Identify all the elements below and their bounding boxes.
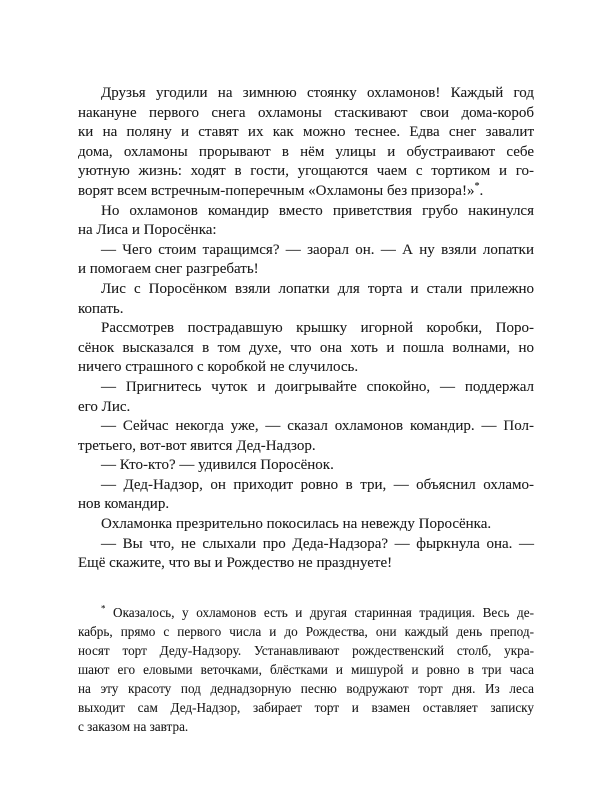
text-line — [78, 300, 534, 320]
text-run: — Кто-кто? — удивился Поросёнок. — [101, 457, 334, 474]
text-line — [78, 554, 534, 574]
story-text — [78, 84, 534, 574]
text-run: и помогаем снег разгребать! — [78, 261, 259, 278]
text-line — [78, 280, 534, 300]
text-line — [78, 260, 534, 280]
text-run: на Лиса и Поросёнка: — [78, 222, 217, 239]
text-run: его Лис. — [78, 398, 131, 415]
text-line — [78, 641, 534, 660]
text-line — [78, 182, 534, 202]
footnote-text — [78, 603, 534, 736]
text-run: копать. — [78, 300, 124, 317]
text-run: сёнок высказался в том духе, что она хоть и пошла волнами, но — [78, 339, 534, 356]
text-run: — Вы что, не слыхали про Деда-Надзора? — фыркнула она. — — [101, 535, 534, 552]
text-line — [78, 221, 534, 241]
text-line — [78, 319, 534, 339]
text-run: Ещё скажите, что вы и Рождество не празднуете! — [78, 555, 393, 572]
text-line — [78, 417, 534, 437]
text-line — [78, 358, 534, 378]
text-run: Но охламонов командир вместо приветствия грубо накинулся — [101, 202, 534, 219]
text-run: Рассмотрев пострадавшую крышку игорной коробки, Поро- — [101, 320, 534, 337]
superscript-asterisk: * — [474, 180, 480, 192]
text-line — [78, 679, 534, 698]
text-run: нов командир. — [78, 496, 170, 513]
text-line — [78, 378, 534, 398]
text-run: выходит сам Дед-Надзор, забирает торт и взамен оставляет записку — [78, 699, 534, 715]
text-run: . — [479, 182, 484, 199]
text-line — [78, 437, 534, 457]
text-line — [78, 495, 534, 515]
text-run: Оказалось, у охламонов есть и другая старинная традиция. Весь де- — [105, 604, 534, 620]
text-line — [78, 535, 534, 555]
text-line — [78, 456, 534, 476]
text-run: накануне первого снега охламоны стаскивают свои дома-короб — [78, 104, 534, 121]
text-run: Лис с Поросёнком взяли лопатки для торта и стали прилежно — [101, 280, 534, 297]
text-line — [78, 717, 534, 736]
text-line — [78, 339, 534, 359]
page-text-block — [78, 84, 534, 736]
text-run: на эту красоту под деднадзорную песню водружают торт дня. Из леса — [78, 680, 534, 696]
text-line — [78, 123, 534, 143]
text-line — [78, 162, 534, 182]
text-run: — Сейчас некогда уже, — сказал охламонов командир. — Пол- — [101, 418, 534, 435]
text-run: уютную жизнь: ходят в гости, угощаются чаем с тортиком и го- — [78, 163, 534, 180]
text-line — [78, 143, 534, 163]
text-run: — Пригнитесь чуток и доигрывайте спокойно, — поддержал — [101, 378, 534, 395]
text-line — [78, 241, 534, 261]
text-run: шают его еловыми веточками, блёстками и мишурой и ровно в три часа — [78, 661, 534, 677]
text-line — [78, 603, 534, 622]
text-run: ки на поляну и ставят их как можно теснее. Едва снег завалит — [78, 124, 534, 141]
text-run: Охламонка презрительно покосилась на невежду Поросёнка. — [101, 516, 492, 533]
text-line — [78, 202, 534, 222]
text-line — [78, 660, 534, 679]
text-run: кабрь, прямо с первого числа и до Рождества, они каждый день препод- — [78, 623, 534, 639]
text-run: — Дед-Надзор, он приходит ровно в три, — объяснил охламо- — [101, 476, 534, 493]
text-line — [78, 84, 534, 104]
text-run: третьего, вот-вот явится Дед-Надзор. — [78, 437, 316, 454]
text-line — [78, 104, 534, 124]
text-run: Друзья угодили на зимнюю стоянку охламонов! Каждый год — [101, 85, 534, 101]
text-line — [78, 515, 534, 535]
text-run: ничего страшного с коробкой не случилось. — [78, 359, 359, 376]
text-line — [78, 398, 534, 418]
text-run: ворят всем встречным-поперечным «Охламоны без призора!» — [78, 182, 475, 199]
text-line — [78, 476, 534, 496]
text-line — [78, 698, 534, 717]
text-line — [78, 622, 534, 641]
text-run: с заказом на завтра. — [78, 718, 189, 734]
superscript-asterisk: * — [101, 603, 106, 614]
text-run: дома, охламоны прорывают в нём улицы и обустраивают себе — [78, 143, 534, 160]
text-run: носят торт Деду-Надзору. Устанавливают рождественский столб, укра- — [78, 642, 534, 658]
text-run: — Чего стоим таращимся? — заорал он. — А ну взяли лопатки — [101, 241, 534, 258]
